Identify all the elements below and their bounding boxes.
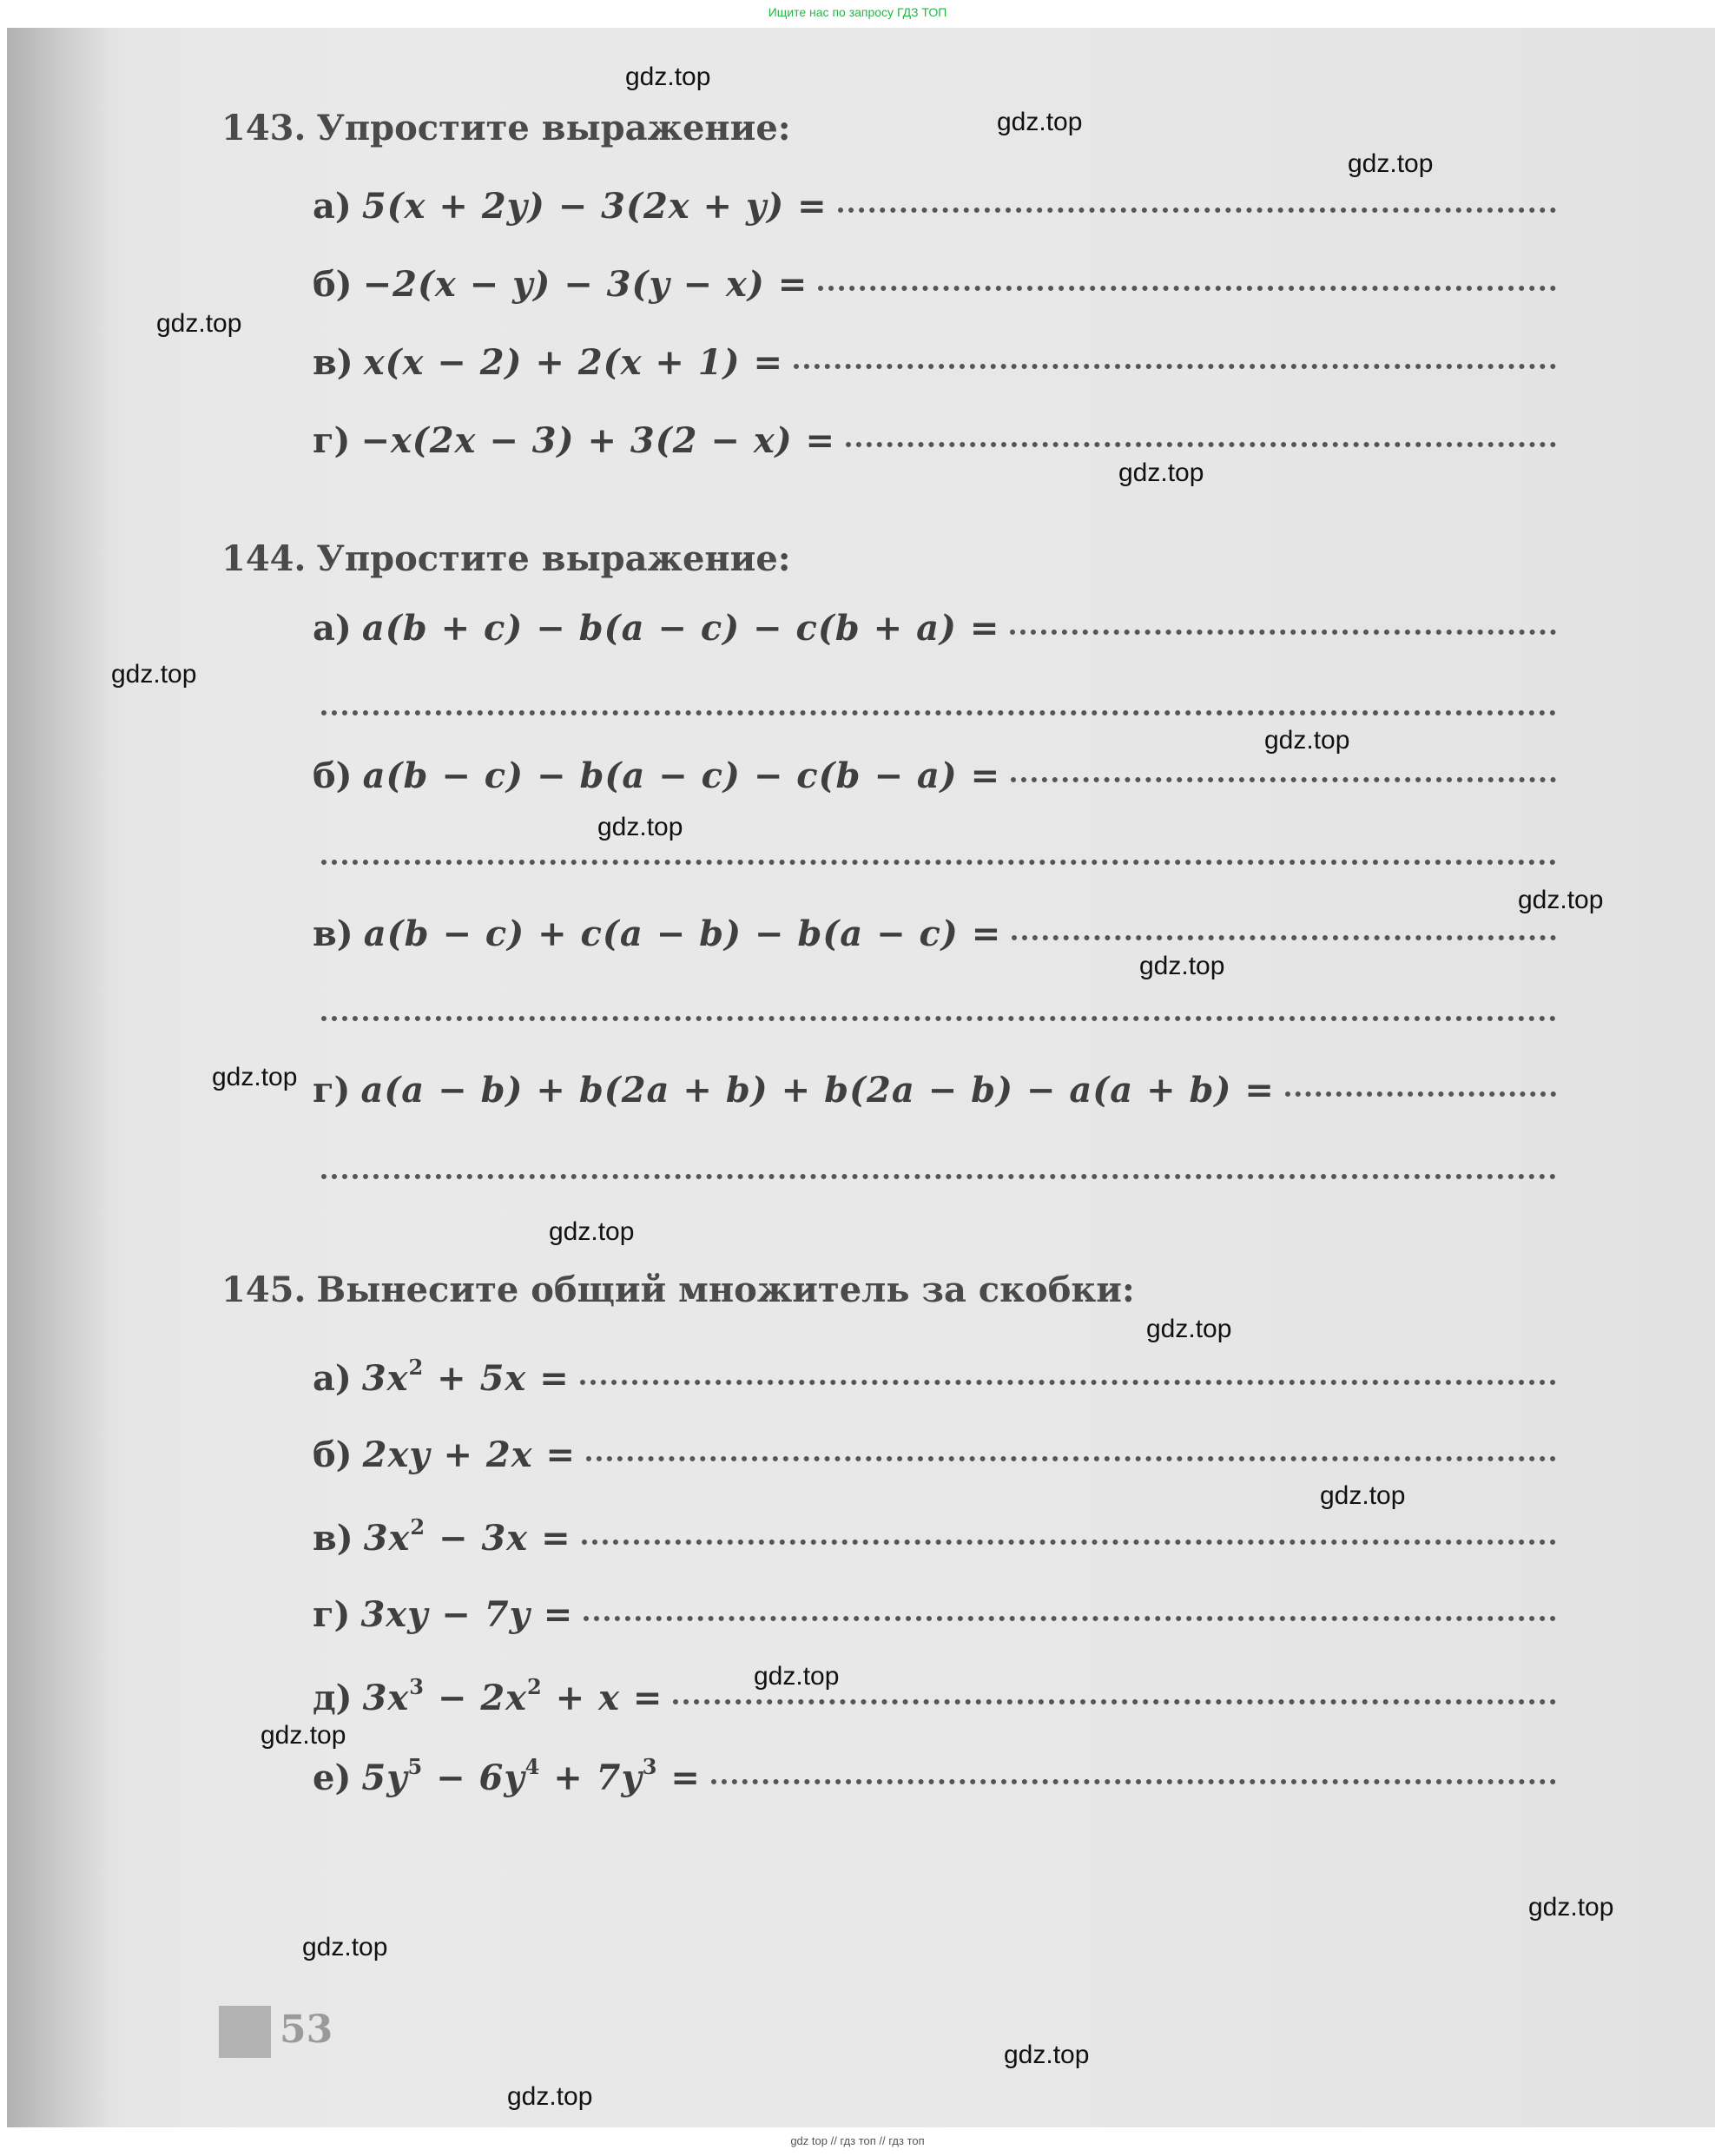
item-expression: x(x − 2) + 2(x + 1) =: [363, 342, 784, 383]
binding-shadow: [7, 28, 111, 2127]
answer-line: [321, 860, 1556, 865]
watermark: gdz.top: [1518, 886, 1604, 914]
item-letter: в): [313, 342, 353, 383]
watermark: gdz.top: [111, 660, 197, 689]
answer-line: [321, 1016, 1556, 1021]
watermark: gdz.top: [1139, 952, 1225, 980]
item-expression: 5(x + 2y) − 3(2x + y) =: [361, 186, 828, 227]
exercise-145-item-d: [313, 1674, 1556, 1718]
item-expression: −x(2x − 3) + 3(2 − x) =: [360, 420, 836, 461]
watermark: gdz.top: [1146, 1315, 1232, 1343]
answer-line: [711, 1779, 1556, 1784]
item-letter: д): [313, 1678, 353, 1718]
exercise-145-title: [221, 1269, 1135, 1310]
answer-line: [582, 1540, 1556, 1545]
exercise-instruction: Упростите выражение:: [316, 538, 791, 579]
watermark: gdz.top: [549, 1217, 635, 1246]
item-letter: б): [313, 264, 353, 305]
page-number: 53: [280, 2008, 333, 2052]
exercise-144-item-g: [313, 1070, 1556, 1111]
exercise-145-item-b: [313, 1434, 1556, 1475]
item-expression: a(b − c) + c(a − b) − b(a − c) =: [363, 913, 1002, 954]
answer-line: [321, 710, 1556, 715]
watermark: gdz.top: [212, 1063, 298, 1091]
watermark: gdz.top: [156, 309, 242, 338]
item-letter: а): [313, 608, 352, 649]
answer-line: [580, 1380, 1556, 1385]
item-expression: 2xy + 2x =: [362, 1434, 577, 1475]
answer-line: [673, 1699, 1556, 1704]
item-letter: в): [313, 1518, 353, 1559]
item-expression: $3x^2 + 5x$ =: [361, 1355, 570, 1399]
answer-line: [818, 286, 1556, 291]
exercise-145-item-g: [313, 1594, 1556, 1635]
answer-line: [846, 442, 1556, 447]
item-letter: г): [313, 1594, 351, 1635]
item-letter: в): [313, 913, 353, 954]
page-number-box: [219, 2006, 271, 2058]
watermark: gdz.top: [1118, 458, 1204, 487]
watermark: gdz.top: [754, 1662, 840, 1691]
item-letter: б): [313, 1434, 353, 1475]
watermark: gdz.top: [1320, 1481, 1406, 1510]
exercise-144-item-b: [313, 755, 1556, 796]
item-letter: г): [313, 1070, 351, 1111]
top-banner: Ищите нас по запросу ГДЗ ТОП: [768, 5, 947, 19]
exercise-143-item-v: [313, 342, 1556, 383]
item-letter: а): [313, 186, 352, 227]
answer-line: [838, 208, 1556, 213]
answer-line: [586, 1456, 1556, 1461]
item-letter: г): [313, 420, 351, 461]
exercise-number: 144.: [221, 538, 307, 579]
item-expression: $3x^2 - 3x$ =: [363, 1514, 571, 1559]
watermark: gdz.top: [1528, 1893, 1614, 1922]
item-letter: а): [313, 1358, 352, 1399]
watermark: gdz.top: [507, 2082, 593, 2111]
watermark: gdz.top: [597, 813, 683, 841]
watermark: gdz.top: [261, 1721, 346, 1750]
exercise-144-title: [221, 538, 791, 579]
answer-line: [1012, 935, 1556, 940]
exercise-143-item-a: [313, 186, 1556, 227]
exercise-145-item-v: [313, 1514, 1556, 1559]
answer-line: [584, 1616, 1556, 1621]
answer-line: [321, 1174, 1556, 1179]
bottom-banner: gdz top // гдз топ // гдз топ: [790, 2134, 925, 2147]
watermark: gdz.top: [1264, 726, 1350, 755]
item-letter: б): [313, 755, 353, 796]
watermark: gdz.top: [625, 63, 711, 91]
answer-line: [1010, 630, 1556, 635]
answer-line: [794, 364, 1556, 369]
exercise-143-item-g: [313, 420, 1556, 461]
watermark: gdz.top: [1004, 2041, 1090, 2069]
exercise-144-item-v: [313, 913, 1556, 954]
watermark: gdz.top: [1348, 149, 1434, 178]
item-expression: a(b − c) − b(a − c) − c(b − a) =: [362, 755, 1001, 796]
exercise-143-title: [221, 108, 791, 148]
exercise-instruction: Упростите выражение:: [316, 108, 791, 148]
exercise-144-item-a: [313, 608, 1556, 649]
exercise-145-item-a: [313, 1355, 1556, 1399]
item-expression: a(a − b) + b(2a + b) + b(2a − b) − a(a + b) =: [360, 1070, 1275, 1111]
item-expression: $3x^3 - 2x^2 + x$ =: [362, 1674, 663, 1718]
answer-line: [1011, 777, 1556, 782]
answer-line: [1285, 1091, 1556, 1097]
exercise-instruction: Вынесите общий множитель за скобки:: [316, 1269, 1135, 1310]
item-expression: 3xy − 7y =: [360, 1594, 574, 1635]
item-expression: −2(x − y) − 3(y − x) =: [362, 264, 808, 305]
exercise-number: 143.: [221, 108, 307, 148]
exercise-number: 145.: [221, 1269, 307, 1310]
exercise-143-item-b: [313, 264, 1556, 305]
item-letter: е): [313, 1757, 352, 1798]
exercise-145-item-e: [313, 1754, 1556, 1798]
watermark: gdz.top: [997, 108, 1083, 136]
item-expression: $5y^5 - 6y^4 + 7y^3$ =: [361, 1754, 701, 1798]
item-expression: a(b + c) − b(a − c) − c(b + a) =: [361, 608, 1000, 649]
watermark: gdz.top: [302, 1933, 388, 1961]
